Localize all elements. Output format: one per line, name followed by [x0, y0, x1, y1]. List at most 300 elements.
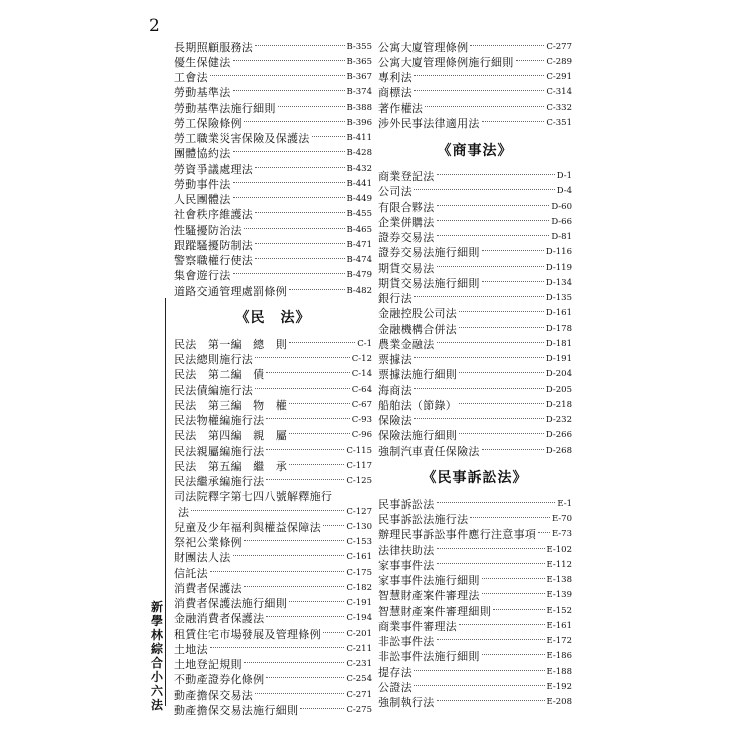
toc-entry-title: 集會遊行法	[174, 269, 231, 283]
dot-leader	[414, 90, 544, 91]
toc-entry-page: C-332	[546, 102, 572, 113]
toc-entry-title: 警察職權行使法	[174, 254, 254, 268]
toc-entry[interactable]	[174, 580, 372, 595]
toc-entry-page: E-138	[546, 575, 572, 586]
toc-entry[interactable]	[378, 367, 572, 382]
dot-leader	[437, 502, 556, 503]
toc-entry-title: 票據法	[378, 353, 412, 367]
toc-entry-page: D-205	[545, 384, 572, 395]
toc-entry-page: E-161	[546, 620, 572, 631]
toc-entry[interactable]	[174, 131, 372, 146]
dot-leader	[425, 106, 544, 107]
dot-leader	[493, 609, 545, 610]
toc-entry-page: B-482	[346, 285, 372, 296]
toc-entry-page: D-191	[545, 354, 572, 365]
toc-entry-page: D-218	[545, 399, 572, 410]
dot-leader	[414, 418, 544, 419]
dot-leader	[191, 510, 344, 511]
dot-leader	[459, 433, 544, 434]
toc-entry[interactable]	[378, 275, 572, 290]
toc-entry[interactable]	[174, 474, 372, 489]
toc-entry[interactable]	[174, 367, 372, 382]
toc-entry[interactable]	[174, 382, 372, 397]
toc-entry-page: C-130	[346, 521, 372, 532]
dot-leader	[244, 662, 345, 663]
toc-entry-page: C-161	[346, 552, 372, 563]
toc-entry-title: 著作權法	[378, 101, 424, 115]
toc-entry-page: C-254	[346, 674, 372, 685]
dot-leader	[470, 517, 550, 518]
dot-leader	[414, 388, 544, 389]
toc-entry[interactable]	[378, 573, 572, 588]
dot-leader	[482, 121, 545, 122]
toc-entry-page: E-73	[551, 529, 572, 540]
toc-entry-title: 金融機構合併法	[378, 322, 458, 336]
page-number: 2	[149, 16, 160, 36]
toc-entry[interactable]	[378, 115, 572, 130]
toc-entry-title: 不動產證券化條例	[174, 673, 265, 687]
toc-entry-title: 辦理民事訴訟事件應行注意事項	[378, 528, 537, 542]
toc-entry[interactable]	[174, 192, 372, 207]
toc-entry[interactable]	[174, 207, 372, 222]
toc-entry-title: 專利法	[378, 71, 412, 85]
toc-entry[interactable]	[378, 496, 572, 511]
toc-entry[interactable]	[174, 596, 372, 611]
dot-leader	[244, 121, 345, 122]
dot-leader	[255, 693, 344, 694]
dot-leader	[414, 296, 544, 297]
toc-entry[interactable]	[174, 611, 372, 626]
toc-entry-title: 企業併購法	[378, 215, 435, 229]
toc-entry[interactable]	[378, 54, 572, 69]
dot-leader	[459, 311, 544, 312]
section-heading: 《商事法》	[437, 142, 513, 159]
toc-entry-page: B-374	[346, 87, 372, 98]
dot-leader	[266, 449, 344, 450]
dot-leader	[323, 632, 344, 633]
toc-entry[interactable]	[378, 306, 572, 321]
toc-entry[interactable]	[174, 70, 372, 85]
dot-leader	[437, 548, 545, 549]
toc-entry-title: 兒童及少年福利與權益保障法	[174, 520, 321, 534]
dot-leader	[538, 532, 550, 533]
toc-entry-page: C-289	[546, 56, 572, 67]
toc-entry[interactable]	[378, 603, 572, 618]
toc-entry-title: 消費者保護法	[174, 581, 242, 595]
toc-entry[interactable]	[174, 352, 372, 367]
toc-entry-page: B-471	[346, 239, 372, 250]
toc-entry-page: C-291	[546, 72, 572, 83]
toc-entry-title: 強制汽車責任保險法	[378, 444, 480, 458]
toc-entry-title: 金融消費者保護法	[174, 612, 265, 626]
dot-leader	[414, 670, 545, 671]
toc-entry-title: 商業事件審理法	[378, 619, 458, 633]
toc-entry-page: D-181	[545, 338, 572, 349]
toc-entry[interactable]	[174, 222, 372, 237]
toc-entry[interactable]	[174, 268, 372, 283]
toc-entry-title: 強制執行法	[378, 696, 435, 710]
toc-entry-title: 法	[178, 505, 190, 519]
toc-entry-title: 長期照顧服務法	[174, 40, 254, 54]
toc-entry[interactable]	[378, 413, 572, 428]
dot-leader	[233, 273, 345, 274]
toc-entry-title: 土地法	[174, 642, 208, 656]
toc-entry-title: 租賃住宅市場發展及管理條例	[174, 627, 321, 641]
toc-entry-page: C-127	[346, 506, 372, 517]
toc-entry-title: 非訟事件法	[378, 635, 435, 649]
toc-entry[interactable]	[174, 115, 372, 130]
toc-entry[interactable]	[174, 253, 372, 268]
toc-entry-page: B-465	[346, 224, 372, 235]
toc-entry-page: B-411	[346, 133, 372, 144]
dot-leader	[255, 167, 344, 168]
toc-entry-title: 證券交易法	[378, 231, 435, 245]
dot-leader	[266, 677, 344, 678]
dot-leader	[516, 60, 545, 61]
toc-entry-title: 跟蹤騷擾防制法	[174, 238, 254, 252]
toc-entry[interactable]	[378, 352, 572, 367]
toc-entry-title: 工會法	[174, 71, 208, 85]
toc-entry-title: 智慧財產案件審理細則	[378, 604, 491, 618]
toc-entry-title: 司法院釋字第七四八號解釋施行	[174, 490, 333, 504]
toc-entry-page: C-194	[346, 613, 372, 624]
toc-entry-title: 智慧財產案件審理法	[378, 589, 480, 603]
toc-entry[interactable]	[174, 100, 372, 115]
toc-entry-title: 銀行法	[378, 292, 412, 306]
toc-entry[interactable]	[378, 695, 572, 710]
toc-entry[interactable]	[174, 283, 372, 298]
toc-entry[interactable]	[174, 641, 372, 656]
toc-entry-title: 有限合夥法	[378, 200, 435, 214]
toc-entry[interactable]	[174, 504, 372, 519]
toc-entry-page: D-178	[545, 323, 572, 334]
toc-entry-page: D-232	[545, 415, 572, 426]
toc-entry-page: C-96	[351, 430, 372, 441]
toc-entry[interactable]	[378, 527, 572, 542]
toc-entry-page: C-153	[346, 537, 372, 548]
dot-leader	[323, 525, 344, 526]
toc-entry-title: 民法 第一編 總 則	[174, 337, 287, 351]
toc-entry-page: D-161	[545, 308, 572, 319]
toc-entry-page: D-135	[545, 293, 572, 304]
toc-entry-title: 優生保健法	[174, 55, 231, 69]
toc-entry[interactable]	[378, 260, 572, 275]
toc-entry[interactable]	[378, 557, 572, 572]
dot-leader	[437, 266, 544, 267]
toc-entry-title: 民法 第五編 繼 承	[174, 459, 287, 473]
toc-entry-page: E-112	[546, 559, 572, 570]
dot-leader	[233, 555, 345, 556]
dot-leader	[470, 45, 544, 46]
dot-leader	[459, 624, 544, 625]
dot-leader	[233, 60, 345, 61]
toc-entry-page: E-152	[546, 605, 572, 616]
toc-entry[interactable]	[174, 85, 372, 100]
toc-entry[interactable]	[378, 649, 572, 664]
toc-entry-title: 票據法施行細則	[378, 368, 458, 382]
dot-leader	[482, 593, 545, 594]
toc-entry-title: 農業金融法	[378, 337, 435, 351]
toc-entry[interactable]	[174, 39, 372, 54]
dot-leader	[414, 685, 545, 686]
toc-entry-title: 保險法施行細則	[378, 429, 458, 443]
dot-leader	[266, 418, 349, 419]
toc-entry[interactable]	[378, 397, 572, 412]
toc-entry-page: C-277	[546, 41, 572, 52]
toc-entry-page: B-365	[346, 56, 372, 67]
toc-entry[interactable]	[174, 550, 372, 565]
toc-entry-title: 公司法	[378, 185, 412, 199]
toc-entry-page: C-93	[351, 415, 372, 426]
toc-entry[interactable]	[174, 565, 372, 580]
dot-leader	[459, 327, 544, 328]
toc-entry[interactable]	[174, 535, 372, 550]
toc-entry[interactable]	[378, 588, 572, 603]
toc-entry-page: D-116	[545, 247, 572, 258]
toc-entry-title: 證券交易法施行細則	[378, 246, 480, 260]
toc-entry[interactable]	[378, 336, 572, 351]
toc-entry[interactable]	[378, 169, 572, 184]
toc-entry[interactable]	[378, 214, 572, 229]
toc-entry-page: C-67	[351, 399, 372, 410]
margin-label: 新學林綜合小六法	[150, 600, 163, 712]
toc-entry-title: 民法債編施行法	[174, 383, 254, 397]
toc-entry[interactable]	[174, 672, 372, 687]
toc-entry[interactable]	[174, 458, 372, 473]
toc-entry-page: E-139	[546, 590, 572, 601]
toc-entry-title: 勞動基準法	[174, 86, 231, 100]
toc-entry[interactable]	[378, 618, 572, 633]
toc-entry[interactable]	[174, 519, 372, 534]
toc-entry[interactable]	[174, 397, 372, 412]
toc-entry-title: 財團法人法	[174, 551, 231, 565]
toc-entry[interactable]	[378, 39, 572, 54]
toc-entry-title: 勞資爭議處理法	[174, 162, 254, 176]
toc-entry-page: E-102	[546, 544, 572, 555]
toc-entry[interactable]	[174, 54, 372, 69]
toc-entry-page: D-4	[556, 186, 572, 197]
toc-entry-page: D-60	[551, 201, 572, 212]
toc-entry-page: C-64	[351, 384, 372, 395]
dot-leader	[255, 45, 344, 46]
toc-entry-page: B-432	[346, 163, 372, 174]
toc-entry-title: 期貨交易法施行細則	[378, 276, 480, 290]
dot-leader	[266, 479, 344, 480]
toc-entry[interactable]	[378, 245, 572, 260]
toc-entry[interactable]	[378, 321, 572, 336]
margin-rule	[165, 298, 166, 706]
toc-left-column	[174, 39, 372, 718]
toc-entry-title: 民法 第三編 物 權	[174, 398, 287, 412]
toc-entry-page: E-70	[551, 514, 572, 525]
toc-entry-page: C-314	[546, 87, 572, 98]
toc-entry-title: 期貨交易法	[378, 261, 435, 275]
toc-entry[interactable]	[174, 489, 372, 504]
toc-entry-page: B-355	[346, 41, 372, 52]
dot-leader	[233, 182, 345, 183]
toc-entry-page: E-188	[546, 666, 572, 677]
dot-leader	[255, 258, 344, 259]
dot-leader	[482, 654, 545, 655]
toc-entry-title: 動產擔保交易法施行細則	[174, 703, 299, 717]
toc-entry[interactable]	[378, 512, 572, 527]
toc-entry-page: C-182	[346, 582, 372, 593]
toc-entry[interactable]	[174, 428, 372, 443]
dot-leader	[414, 189, 555, 190]
toc-entry-title: 信託法	[174, 566, 208, 580]
toc-entry[interactable]	[174, 161, 372, 176]
toc-entry-title: 非訟事件法施行細則	[378, 650, 480, 664]
toc-entry-page: C-12	[351, 354, 372, 365]
toc-entry[interactable]	[378, 184, 572, 199]
dot-leader	[244, 540, 345, 541]
toc-entry-page: C-1	[357, 338, 372, 349]
toc-entry-page: B-428	[346, 148, 372, 159]
toc-entry-title: 祭祀公業條例	[174, 536, 242, 550]
dot-leader	[210, 647, 344, 648]
toc-entry[interactable]	[378, 230, 572, 245]
toc-entry-title: 民法 第四編 親 屬	[174, 429, 287, 443]
dot-leader	[482, 281, 544, 282]
toc-entry[interactable]	[174, 176, 372, 191]
toc-entry[interactable]	[378, 100, 572, 115]
toc-entry-page: D-66	[551, 216, 572, 227]
toc-entry-page: B-449	[346, 194, 372, 205]
toc-entry-page: C-125	[346, 476, 372, 487]
toc-entry[interactable]	[378, 428, 572, 443]
toc-entry-page: B-396	[346, 117, 372, 128]
toc-entry-title: 人民團體法	[174, 193, 231, 207]
toc-entry-page: D-1	[556, 171, 572, 182]
dot-leader	[255, 243, 344, 244]
toc-entry-page: C-275	[346, 704, 372, 715]
toc-entry-page: C-351	[546, 117, 572, 128]
toc-entry[interactable]	[378, 634, 572, 649]
toc-entry[interactable]	[378, 382, 572, 397]
toc-entry-page: C-191	[346, 598, 372, 609]
toc-entry-page: B-479	[346, 270, 372, 281]
dot-leader	[414, 75, 544, 76]
dot-leader	[255, 388, 350, 389]
toc-entry[interactable]	[174, 237, 372, 252]
dot-leader	[437, 174, 555, 175]
toc-entry[interactable]	[378, 443, 572, 458]
dot-leader	[289, 433, 350, 434]
toc-entry-title: 提存法	[378, 665, 412, 679]
toc-entry-title: 商業登記法	[378, 170, 435, 184]
toc-entry-page: E-192	[546, 681, 572, 692]
dot-leader	[289, 464, 344, 465]
toc-entry[interactable]	[378, 199, 572, 214]
toc-entry-title: 民事訴訟法	[378, 497, 435, 511]
toc-entry[interactable]	[174, 443, 372, 458]
toc-entry-page: B-367	[346, 72, 372, 83]
toc-entry-title: 金融控股公司法	[378, 307, 458, 321]
toc-entry-title: 性騷擾防治法	[174, 223, 242, 237]
toc-entry-page: B-474	[346, 255, 372, 266]
toc-entry[interactable]	[174, 146, 372, 161]
toc-entry[interactable]	[174, 413, 372, 428]
toc-entry-page: C-117	[346, 460, 372, 471]
toc-entry[interactable]	[378, 664, 572, 679]
dot-leader	[255, 212, 344, 213]
toc-entry-page: C-201	[346, 628, 372, 639]
toc-entry[interactable]	[378, 679, 572, 694]
toc-entry-page: C-271	[346, 689, 372, 700]
toc-entry-title: 公寓大廈管理條例	[378, 40, 469, 54]
toc-entry-page: D-119	[545, 262, 572, 273]
dot-leader	[459, 403, 544, 404]
dot-leader	[289, 601, 344, 602]
toc-entry[interactable]	[174, 657, 372, 672]
toc-entry[interactable]	[378, 291, 572, 306]
dot-leader	[233, 151, 345, 152]
toc-entry-page: B-388	[346, 102, 372, 113]
toc-entry-title: 船舶法（節錄）	[378, 398, 458, 412]
toc-entry[interactable]	[174, 626, 372, 641]
toc-entry[interactable]	[378, 85, 572, 100]
toc-entry-title: 勞動基準法施行細則	[174, 101, 276, 115]
toc-entry-title: 社會秩序維護法	[174, 208, 254, 222]
toc-entry-page: C-115	[346, 445, 372, 456]
toc-entry-title: 民法總則施行法	[174, 353, 254, 367]
dot-leader	[278, 106, 345, 107]
toc-entry-title: 民法親屬編施行法	[174, 444, 265, 458]
toc-entry-page: D-204	[545, 369, 572, 380]
toc-entry-title: 公證法	[378, 680, 412, 694]
dot-leader	[244, 228, 345, 229]
toc-entry-title: 商標法	[378, 86, 412, 100]
section-heading: 《民事訴訟法》	[422, 470, 528, 487]
toc-entry-page: D-268	[545, 445, 572, 456]
dot-leader	[482, 578, 545, 579]
toc-entry-title: 涉外民事法律適用法	[378, 116, 480, 130]
toc-entry-page: C-14	[351, 369, 372, 380]
toc-entry-title: 團體協約法	[174, 147, 231, 161]
toc-entry-title: 消費者保護法施行細則	[174, 597, 287, 611]
toc-right-column	[378, 39, 572, 710]
toc-entry-page: D-134	[545, 277, 572, 288]
toc-entry-title: 民法物權編施行法	[174, 414, 265, 428]
dot-leader	[300, 708, 344, 709]
dot-leader	[289, 403, 350, 404]
toc-entry[interactable]	[174, 687, 372, 702]
dot-leader	[437, 563, 545, 564]
toc-entry[interactable]	[378, 542, 572, 557]
toc-entry-page: B-441	[346, 178, 372, 189]
toc-entry-title: 民法 第二編 債	[174, 368, 265, 382]
toc-entry[interactable]	[174, 336, 372, 351]
dot-leader	[210, 75, 345, 76]
dot-leader	[289, 289, 345, 290]
dot-leader	[437, 235, 550, 236]
toc-entry-page: C-231	[346, 659, 372, 670]
dot-leader	[210, 571, 344, 572]
dot-leader	[266, 616, 344, 617]
toc-entry-title: 勞工職業災害保險及保護法	[174, 132, 310, 146]
dot-leader	[482, 250, 544, 251]
dot-leader	[312, 136, 345, 137]
toc-entry-title: 民事訴訟法施行法	[378, 513, 469, 527]
toc-entry-title: 保險法	[378, 414, 412, 428]
toc-entry-title: 動產擔保交易法	[174, 688, 254, 702]
toc-entry[interactable]	[174, 702, 372, 717]
toc-entry-title: 海商法	[378, 383, 412, 397]
section-heading: 《民 法》	[235, 310, 311, 327]
toc-entry[interactable]	[378, 70, 572, 85]
dot-leader	[414, 357, 544, 358]
dot-leader	[233, 197, 345, 198]
